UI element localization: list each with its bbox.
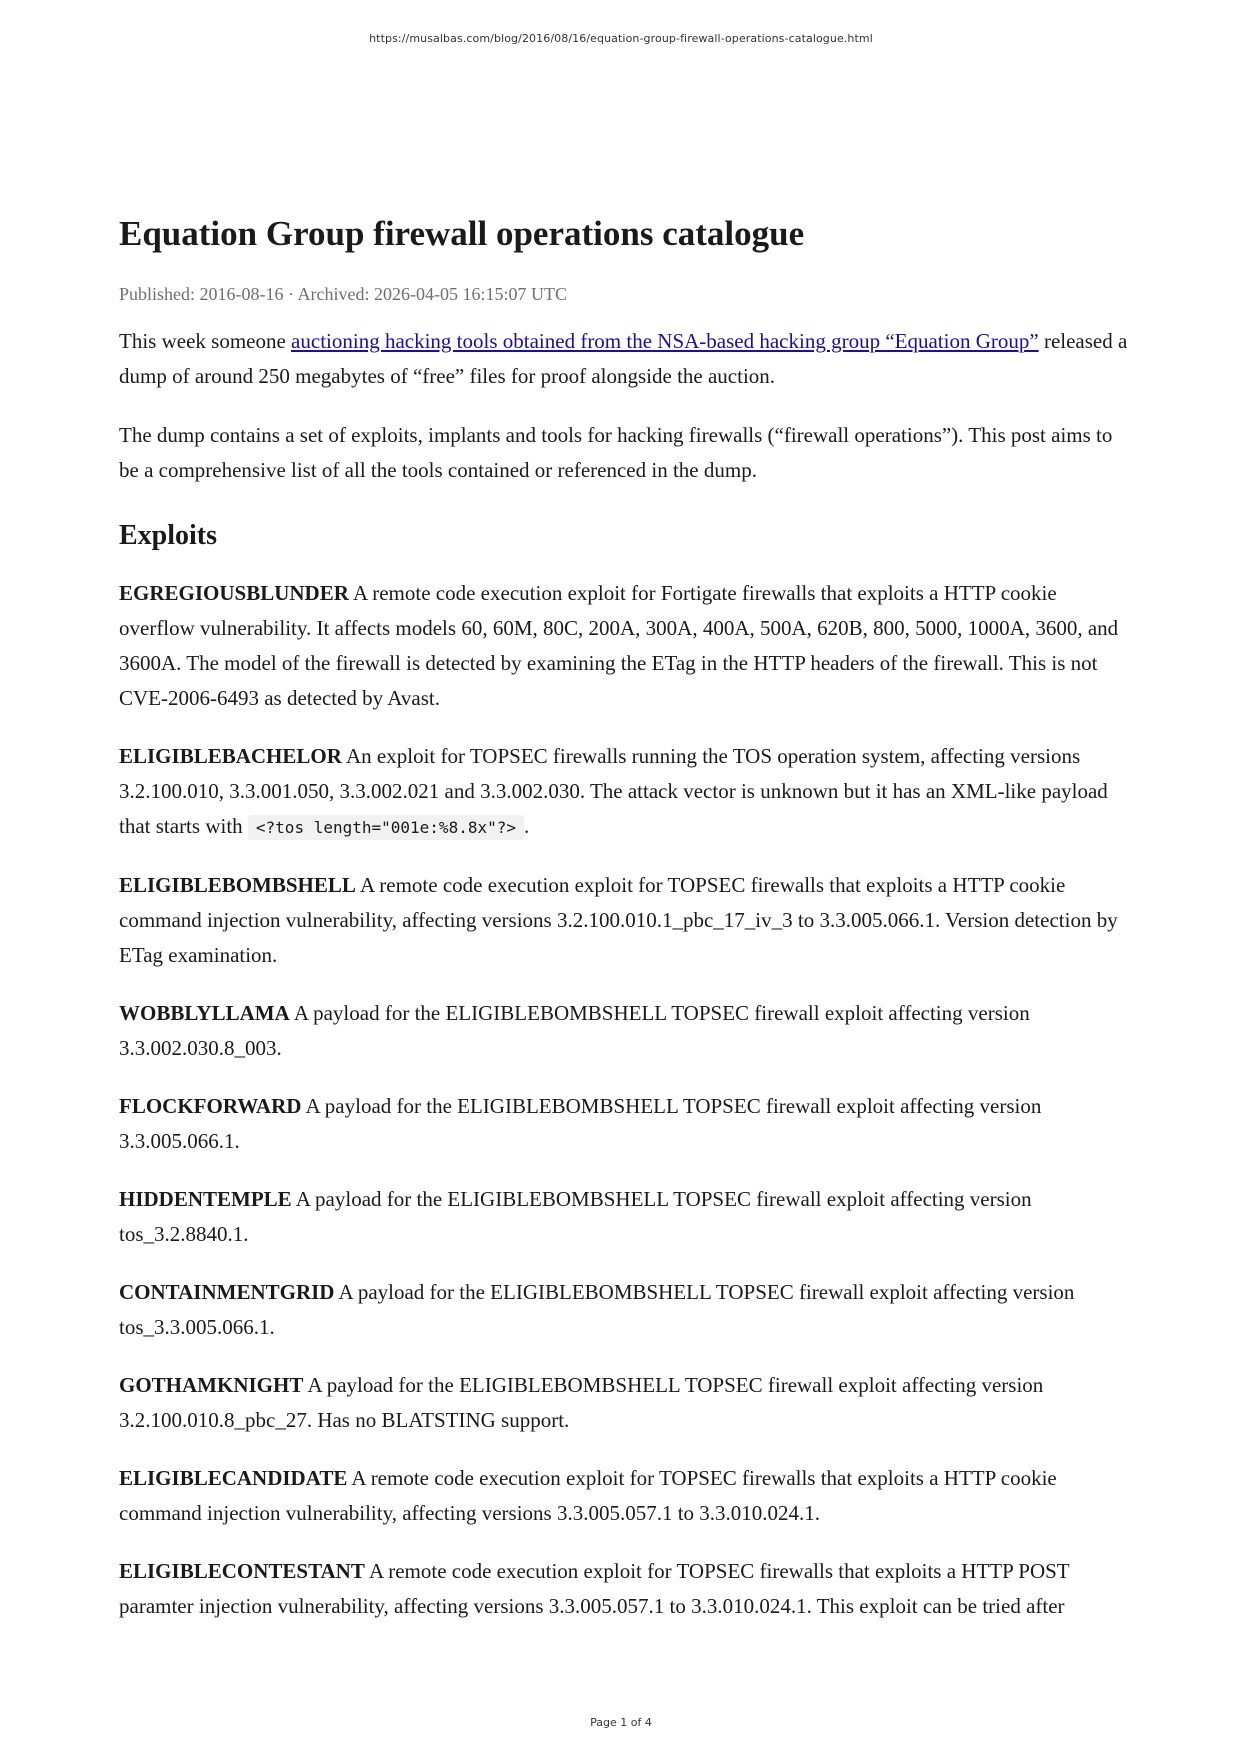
exploit-description: A payload for the ELIGIBLEBOMBSHELL TOPSEC firewall exploit affecting version 3.3.005.066.1. xyxy=(119,1094,1042,1153)
intro-text-after: released a dump of around 250 megabytes of “free” files for proof alongside the auction. xyxy=(119,329,1128,388)
exploit-entry xyxy=(119,1461,1129,1531)
exploit-entry xyxy=(119,996,1129,1066)
exploit-entry xyxy=(119,1089,1129,1159)
exploit-description: An exploit for TOPSEC firewalls running the TOS operation system, affecting versions 3.2.100.010, 3.3.001.050, 3.3.002.021 and 3.3.002.030. The attack vector is unknown but it has an XML-like payload that starts with xyxy=(119,744,1108,838)
exploit-entry xyxy=(119,1368,1129,1438)
exploit-description-end: . xyxy=(524,814,530,838)
auction-link[interactable]: auctioning hacking tools obtained from the NSA-based hacking group “Equation Group” xyxy=(291,329,1039,353)
article-title: Equation Group firewall operations catalogue xyxy=(119,214,805,253)
exploit-entry xyxy=(119,1275,1129,1345)
exploit-name: WOBBLYLLAMA xyxy=(119,1001,290,1025)
intro-paragraph-1 xyxy=(119,324,1129,394)
exploit-name: HIDDENTEMPLE xyxy=(119,1187,292,1211)
exploit-description: A payload for the ELIGIBLEBOMBSHELL TOPSEC firewall exploit affecting version tos_3.2.8840.1. xyxy=(119,1187,1032,1246)
exploit-entry xyxy=(119,868,1129,973)
exploit-name: GOTHAMKNIGHT xyxy=(119,1373,304,1397)
exploit-list xyxy=(119,576,1129,1624)
exploit-description: A payload for the ELIGIBLEBOMBSHELL TOPSEC firewall exploit affecting version tos_3.3.005.066.1. xyxy=(119,1280,1075,1339)
article xyxy=(119,212,1129,1624)
exploit-name: CONTAINMENTGRID xyxy=(119,1280,335,1304)
exploit-description: A remote code execution exploit for TOPSEC firewalls that exploits a HTTP POST paramter injection vulnerability, affecting versions 3.3.005.057.1 to 3.3.010.024.1. This exploit can be tried after xyxy=(119,1559,1070,1618)
exploit-entry xyxy=(119,739,1129,845)
exploit-entry xyxy=(119,1182,1129,1252)
exploit-description: A remote code execution exploit for TOPSEC firewalls that exploits a HTTP cookie command injection vulnerability, affecting versions 3.3.005.057.1 to 3.3.010.024.1. xyxy=(119,1466,1057,1525)
exploit-description: A payload for the ELIGIBLEBOMBSHELL TOPSEC firewall exploit affecting version 3.2.100.010.8_pbc_27. Has no BLATSTING support. xyxy=(119,1373,1044,1432)
exploit-name: EGREGIOUSBLUNDER xyxy=(119,581,349,605)
intro-text-before: This week someone xyxy=(119,329,292,353)
exploit-name: ELIGIBLEBACHELOR xyxy=(119,744,342,768)
section-heading-exploits: Exploits xyxy=(119,520,218,551)
exploit-entry xyxy=(119,1554,1129,1624)
intro-paragraph-2: The dump contains a set of exploits, implants and tools for hacking firewalls (“firewall operations”). This post aims to be a comprehensive list of all the tools contained or referenced in the dump. xyxy=(119,423,1113,482)
payload-code-snippet: <?tos length="001e:%8.8x"?> xyxy=(248,815,524,840)
exploit-description: A remote code execution exploit for TOPSEC firewalls that exploits a HTTP cookie command injection vulnerability, affecting versions 3.2.100.010.1_pbc_17_iv_3 to 3.3.005.066.1. Version detection by ETag examination. xyxy=(119,873,1118,967)
page-number-footer: Page 1 of 4 xyxy=(590,1716,652,1729)
exploit-description: A payload for the ELIGIBLEBOMBSHELL TOPSEC firewall exploit affecting version 3.3.002.030.8_003. xyxy=(119,1001,1030,1060)
exploit-name: ELIGIBLEBOMBSHELL xyxy=(119,873,356,897)
article-meta: Published: 2016-08-16 · Archived: 2026-04-05 16:15:07 UTC xyxy=(119,284,567,304)
exploit-name: ELIGIBLECANDIDATE xyxy=(119,1466,348,1490)
exploit-entry xyxy=(119,576,1129,716)
exploit-name: ELIGIBLECONTESTANT xyxy=(119,1559,365,1583)
exploit-description: A remote code execution exploit for Fortigate firewalls that exploits a HTTP cookie overflow vulnerability. It affects models 60, 60M, 80C, 200A, 300A, 400A, 500A, 620B, 800, 5000, 1000A, 3600, and 3600A. The model of the firewall is detected by examining the ETag in the HTTP headers of the firewall. This is not CVE-2006-6493 as detected by Avast. xyxy=(119,581,1119,710)
page-url-header: https://musalbas.com/blog/2016/08/16/equation-group-firewall-operations-catalogue.html xyxy=(369,32,873,45)
exploit-name: FLOCKFORWARD xyxy=(119,1094,302,1118)
